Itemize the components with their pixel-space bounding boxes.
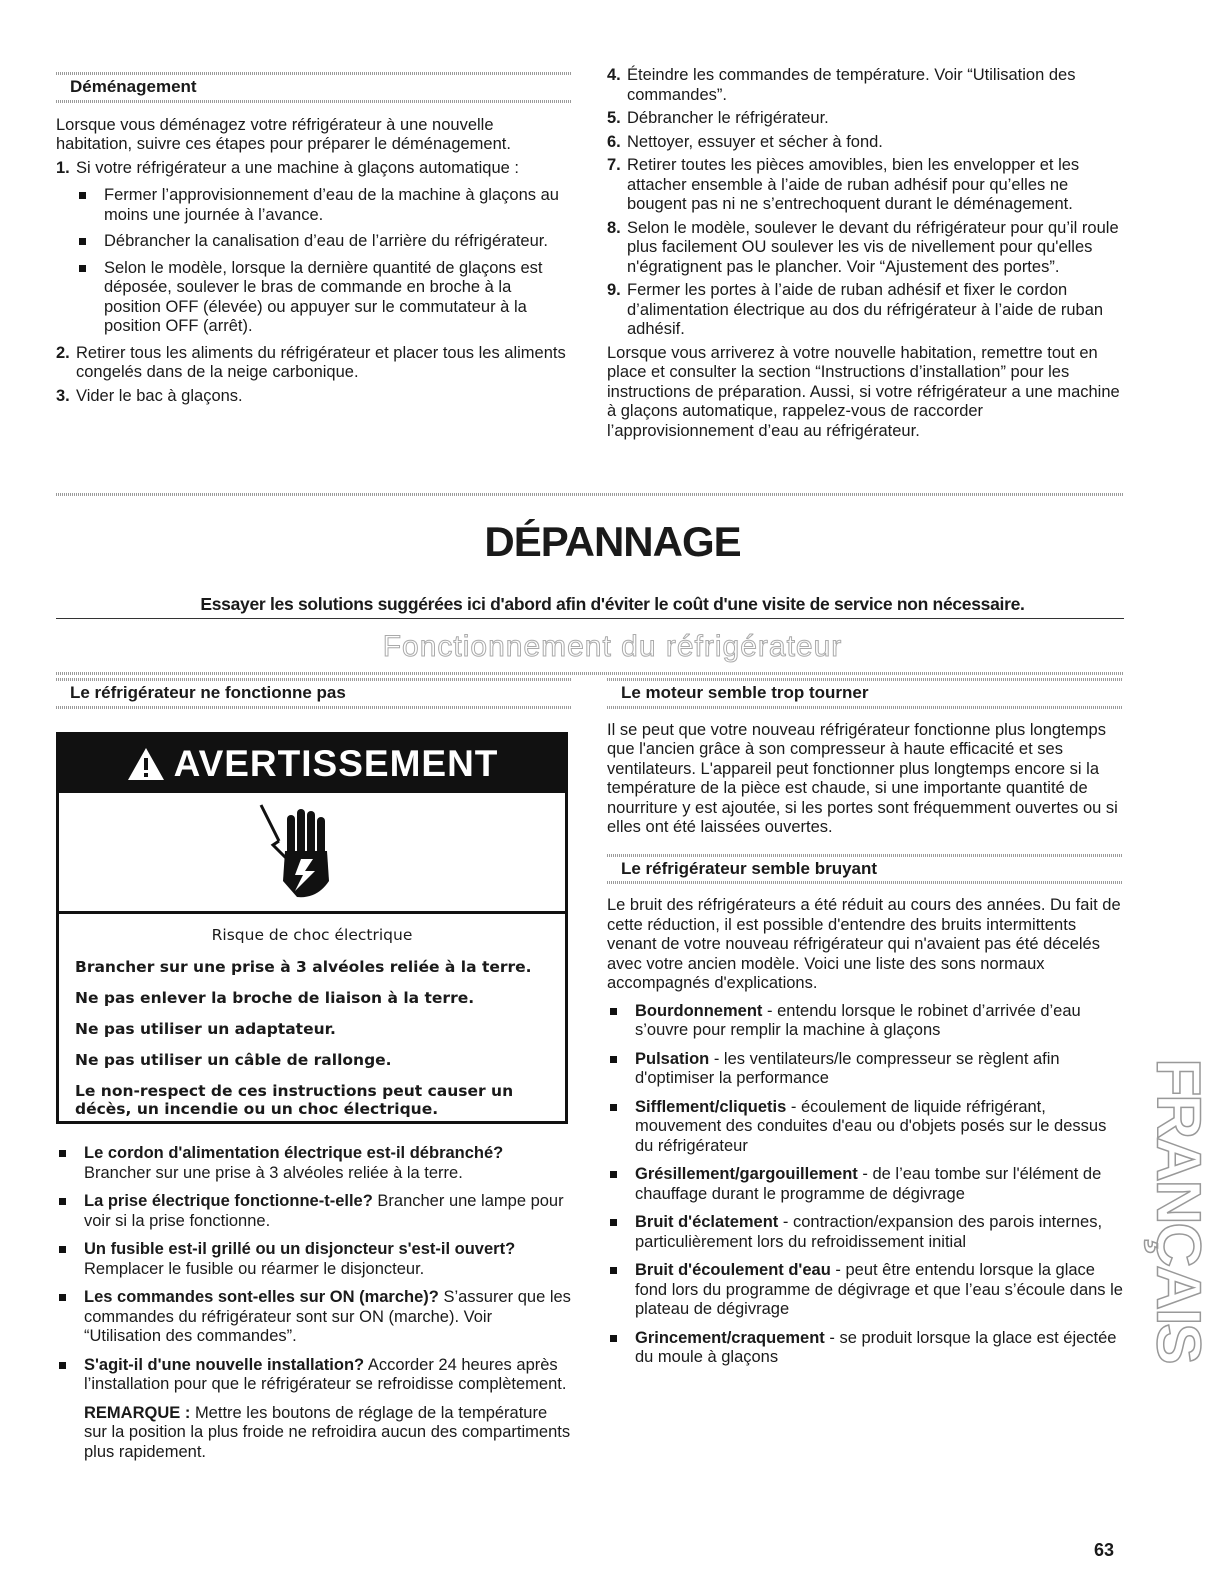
language-tab: FRANÇAIS — [1143, 1057, 1213, 1363]
warning-line: Ne pas utiliser un câble de rallonge. — [75, 1051, 392, 1069]
divider — [56, 618, 1124, 619]
not-working-title: Le réfrigérateur ne fonctionne pas — [56, 678, 572, 709]
demenagement-outro: Lorsque vous arriverez à votre nouvelle habitation, remettre tout en place et consulter la section “Instructions d’installation” pour les instructions de préparation. Aussi, si votre réfrigérateur a une machine à glaçons automatique, rappelez-vous de raccorder l’approvisionnement d’eau au réfrigérateur. — [607, 343, 1120, 440]
list-item: Débrancher la canalisation d’eau de l’arrière du réfrigérateur. — [76, 232, 572, 252]
step-text: Si votre réfrigérateur a une machine à glaçons automatique : — [76, 158, 520, 177]
noise-title: Le réfrigérateur semble bruyant — [607, 854, 1123, 885]
demenagement-steps-a — [56, 159, 572, 407]
step-1-bullets — [76, 186, 572, 337]
list-item: Fermer l’approvisionnement d’eau de la machine à glaçons au moins une journée à l’avance. — [76, 186, 572, 225]
demenagement-steps-b — [607, 66, 1123, 340]
warning-heading: AVERTISSEMENT — [173, 743, 499, 784]
step-7: 7. Retirer toutes les pièces amovibles, bien les envelopper et les attacher ensemble à l’aide de ruban adhésif pour qu’elles ne bougent pas ni ne s’entrechoquent durant le déménagement. — [607, 156, 1080, 213]
bullet-icon — [79, 238, 86, 245]
bullet-icon — [59, 1246, 66, 1253]
list-item: Bourdonnement - entendu lorsque le robinet d’arrivée d’eau s’ouvre pour remplir la machine à glaçons — [607, 1002, 1123, 1041]
electric-shock-hand-icon — [257, 801, 337, 906]
bullet-icon — [79, 192, 86, 199]
step-6: 6. Nettoyer, essuyer et sécher à fond. — [607, 132, 883, 151]
warning-header — [59, 735, 565, 793]
page-number: 63 — [1094, 1540, 1115, 1560]
section-title: Fonctionnement du réfrigérateur — [382, 630, 843, 663]
warning-line: Brancher sur une prise à 3 alvéoles reliée à la terre. — [75, 958, 532, 976]
step-3: 3. Vider le bac à glaçons. — [56, 386, 243, 405]
step-8: 8. Selon le modèle, soulever le devant du réfrigérateur pour qu’il roule plus facilement OU soulever les vis de nivellement pour qu'elles n'égratignent pas le plancher. Voir “Ajustement des portes”. — [607, 218, 1119, 276]
page-subtitle: Essayer les solutions suggérées ici d'abord afin d'éviter le coût d'une visite de service non nécessaire. — [200, 594, 1025, 614]
not-working-section — [56, 678, 572, 709]
list-item: Grésillement/gargouillement - de l’eau tombe sur l'élément de chauffage durant le programme de dégivrage — [607, 1165, 1123, 1204]
list-item: Bruit d'écoulement d'eau - peut être entendu lorsque la glace fond lors du programme de dégivrage et que l’eau s’écoule dans le plateau de dégivrage — [607, 1261, 1123, 1320]
list-item: Un fusible est-il grillé ou un disjoncteur s'est-il ouvert? Remplacer le fusible ou réarmer le disjoncteur. — [56, 1240, 572, 1279]
list-item: Bruit d'éclatement - contraction/expansion des parois internes, particulièrement lors du refroidissement initial — [607, 1213, 1123, 1252]
warning-body — [59, 914, 565, 1141]
step-1: 1. Si votre réfrigérateur a une machine à glaçons automatique : Fermer l’approvisionnement d’eau de la machine à glaçons au moins une journée à l’avance. Débrancher la canalisation d’eau de l’arrière du réfrigérateur. Selon le modèle, lorsque la dernière quantité de glaçons est déposée, soulever le bras de commande en broche à la position OFF (élevée) ou appuyer sur le commutateur à la position OFF (arrêt). — [56, 159, 572, 337]
list-item: Pulsation - les ventilateurs/le compresseur se règlent afin d'optimiser la performance — [607, 1050, 1123, 1089]
step-9: 9. Fermer les portes à l’aide de ruban adhésif et fixer le cordon d’alimentation électrique au dos du réfrigérateur à l’aide de ruban adhésif. — [607, 281, 1104, 338]
bullet-icon — [59, 1198, 66, 1205]
warning-icon-area — [59, 793, 565, 914]
warning-line: Ne pas utiliser un adaptateur. — [75, 1020, 336, 1038]
motor-text: Il se peut que votre nouveau réfrigérateur fonctionne plus longtemps que l'ancien grâce à son compresseur à haute efficacité et ses ventilateurs. L'appareil peut fonctionner plus longtemps encore si la température de la pièce est chaude, si une importante quantité de nourriture y est ajoutée, si les portes sont fréquemment ouvertes ou si elles ont été laissées ouvertes. — [607, 720, 1118, 836]
divider — [56, 672, 1124, 675]
list-item: Sifflement/cliquetis - écoulement de liquide réfrigérant, mouvement des conduites d'eau ou d'objets posés sur le dessus du réfrigérateur — [607, 1098, 1123, 1157]
motor-section — [607, 678, 1123, 1377]
bullet-icon — [59, 1362, 66, 1369]
list-item: La prise électrique fonctionne-t-elle? Brancher une lampe pour voir si la prise fonctionne. — [56, 1192, 572, 1231]
warning-line: Le non-respect de ces instructions peut causer un décès, un incendie ou un choc électrique. — [75, 1082, 514, 1118]
divider — [56, 493, 1124, 496]
bullet-icon — [610, 1335, 617, 1342]
check-list — [56, 1144, 572, 1395]
demenagement-continued — [607, 66, 1123, 445]
step-2: 2. Retirer tous les aliments du réfrigérateur et placer tous les aliments congelés dans de la neige carbonique. — [56, 343, 566, 381]
bullet-icon — [610, 1267, 617, 1274]
warning-line: Ne pas enlever la broche de liaison à la terre. — [75, 989, 475, 1007]
bullet-icon — [610, 1219, 617, 1226]
noise-text: Le bruit des réfrigérateurs a été réduit au cours des années. Du fait de cette réduction, il est possible d'entendre des bruits intermittents venant de votre nouveau réfrigérateur qui n'avaient pas été décelés avec votre ancien modèle. Voici une liste des sons normaux accompagnés d'explications. — [607, 896, 1121, 992]
noise-list — [607, 1002, 1123, 1368]
demenagement-intro: Lorsque vous déménagez votre réfrigérateur à une nouvelle habitation, suivre ces étapes pour préparer le déménagement. — [56, 115, 511, 153]
warning-triangle-icon — [126, 746, 166, 782]
demenagement-section — [56, 72, 572, 410]
demenagement-title: Déménagement — [56, 72, 572, 103]
motor-title: Le moteur semble trop tourner — [607, 678, 1123, 709]
bullet-icon — [610, 1056, 617, 1063]
list-item: Les commandes sont-elles sur ON (marche)? S’assurer que les commandes du réfrigérateur sont sur ON (marche). Voir “Utilisation des commandes”. — [56, 1288, 572, 1347]
bullet-icon — [610, 1008, 617, 1015]
step-5: 5. Débrancher le réfrigérateur. — [607, 109, 829, 127]
bullet-icon — [79, 265, 86, 272]
step-4: 4. Éteindre les commandes de température. Voir “Utilisation des commandes”. — [607, 66, 1076, 104]
bullet-icon — [59, 1150, 66, 1157]
not-working-checks — [56, 1140, 572, 1466]
list-item: Le cordon d'alimentation électrique est-il débranché? Brancher sur une prise à 3 alvéoles reliée à la terre. — [56, 1144, 572, 1183]
page-title: DÉPANNAGE — [484, 518, 741, 565]
bullet-icon — [59, 1294, 66, 1301]
bullet-icon — [610, 1171, 617, 1178]
warning-risk: Risque de choc électrique — [211, 926, 413, 944]
remark: REMARQUE : Mettre les boutons de réglage de la température sur la position la plus froide ne refroidira aucun des compartiments plus rapidement. — [84, 1403, 571, 1461]
list-item: Selon le modèle, lorsque la dernière quantité de glaçons est déposée, soulever le bras de commande en broche à la position OFF (élevée) ou appuyer sur le commutateur à la position OFF (arrêt). — [76, 259, 572, 337]
bullet-icon — [610, 1104, 617, 1111]
list-item: S'agit-il d'une nouvelle installation? Accorder 24 heures après l’installation pour que le réfrigérateur se refroidisse complètement. — [56, 1356, 572, 1395]
warning-box — [56, 732, 568, 1124]
list-item: Grincement/craquement - se produit lorsque la glace est éjectée du moule à glaçons — [607, 1329, 1123, 1368]
